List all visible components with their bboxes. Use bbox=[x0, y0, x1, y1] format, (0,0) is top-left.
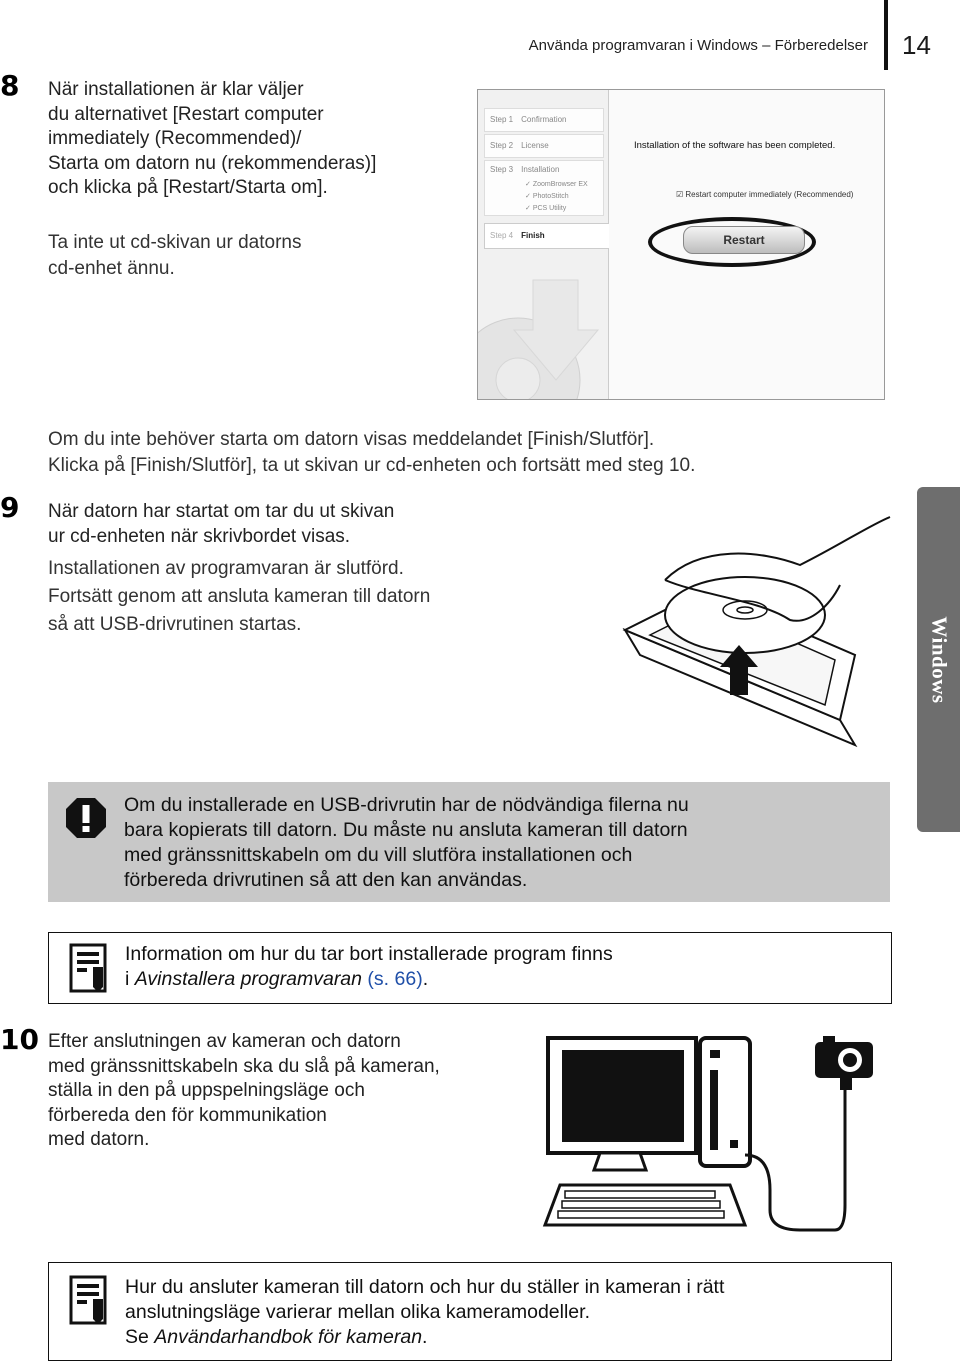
note-line: i Avinstallera programvaran (s. 66). bbox=[125, 968, 429, 990]
step9-line: ur cd-enheten när skrivbordet visas. bbox=[48, 525, 351, 547]
warning-line: med gränssnittskabeln om du vill slutföra installationen och bbox=[124, 844, 633, 866]
side-tab-windows bbox=[917, 487, 960, 832]
step10-line: förbereda den för kommunikation bbox=[48, 1104, 327, 1126]
note-text-camera bbox=[125, 1275, 724, 1350]
note-box-camera bbox=[48, 1262, 892, 1361]
step9-info-line: Fortsätt genom att ansluta kameran till datorn bbox=[48, 586, 431, 607]
step10-line: med datorn. bbox=[48, 1129, 150, 1150]
installer-step-4-active: Step 4 Finish bbox=[484, 223, 609, 249]
warning-icon bbox=[65, 797, 107, 839]
step-number-9: 9 bbox=[0, 491, 20, 524]
page-number: 14 bbox=[902, 30, 931, 60]
step9-info-line: Installationen av programvaran är slutförd. bbox=[48, 558, 404, 579]
running-header: Använda programvaran i Windows – Förberedelser bbox=[528, 37, 868, 54]
step9-info-line: så att USB-drivrutinen startas. bbox=[48, 614, 302, 635]
note-line: Hur du ansluter kameran till datorn och hur du ställer in kameran i rätt bbox=[125, 1276, 725, 1298]
step-number-8: 8 bbox=[0, 69, 20, 102]
step8-line: och klicka på [Restart/Starta om]. bbox=[48, 177, 328, 198]
step10-line: med gränssnittskabeln ska du slå på kameran, bbox=[48, 1055, 440, 1077]
step8-instructions bbox=[48, 78, 376, 201]
warning-box bbox=[48, 782, 890, 902]
note-line: anslutningsläge varierar mellan olika kameramodeller. bbox=[125, 1301, 590, 1323]
warning-text bbox=[124, 793, 864, 893]
page-link[interactable]: (s. 66) bbox=[367, 968, 423, 990]
installer-message: Installation of the software has been completed. bbox=[634, 140, 836, 151]
warning-line: bara kopierats till datorn. Du måste nu ansluta kameran till datorn bbox=[124, 819, 688, 841]
installer-screenshot bbox=[477, 89, 885, 400]
header-divider bbox=[884, 0, 888, 70]
installer-step-1: Step 1 Confirmation bbox=[484, 108, 604, 132]
note-text-uninstall bbox=[125, 942, 613, 992]
step9-info bbox=[48, 555, 430, 639]
manual-reference: Avinstallera programvaran bbox=[134, 968, 362, 990]
cd-graphic-icon bbox=[478, 270, 608, 399]
step8-after-line: Klicka på [Finish/Slutför], ta ut skivan ur cd-enheten och fortsätt med steg 10. bbox=[48, 455, 696, 476]
installer-step-panel bbox=[478, 90, 609, 399]
note-line: Se Användarhandbok för kameran. bbox=[125, 1326, 428, 1348]
step10-instructions bbox=[48, 1030, 440, 1153]
step8-note-line: Ta inte ut cd-skivan ur datorns bbox=[48, 232, 302, 253]
step-number-10: 10 bbox=[0, 1023, 39, 1056]
warning-line: Om du installerade en USB-drivrutin har de nödvändiga filerna nu bbox=[124, 794, 689, 816]
computer-camera-illustration bbox=[540, 1030, 890, 1240]
step8-after-line: Om du inte behöver starta om datorn visas meddelandet [Finish/Slutför]. bbox=[48, 429, 655, 450]
note-box-uninstall bbox=[48, 932, 892, 1004]
step8-note-line: cd-enhet ännu. bbox=[48, 258, 175, 279]
note-line: Information om hur du tar bort installerade program finns bbox=[125, 943, 613, 965]
installer-subitem: ✓ PhotoStitch bbox=[525, 193, 569, 200]
installer-restart-checkbox[interactable]: ☑ Restart computer immediately (Recommended) bbox=[676, 190, 854, 199]
step9-line: När datorn har startat om tar du ut skivan bbox=[48, 501, 395, 522]
step8-line: immediately (Recommended)/ bbox=[48, 128, 302, 149]
step8-note bbox=[48, 230, 301, 282]
side-tab-label: Windows bbox=[927, 615, 951, 704]
step9-instructions bbox=[48, 500, 394, 549]
cd-tray-illustration bbox=[610, 505, 895, 755]
step8-after-text bbox=[48, 427, 695, 479]
step8-line: Starta om datorn nu (rekommenderas)] bbox=[48, 152, 377, 174]
step8-line: du alternativet [Restart computer bbox=[48, 103, 324, 125]
installer-step-2: Step 2 License bbox=[484, 134, 604, 158]
installer-step-3: Step 3 Installation ✓ ZoomBrowser EX ✓ PhotoStitch ✓ PCS Utility bbox=[484, 160, 604, 216]
manual-reference: Användarhandbok för kameran bbox=[154, 1326, 423, 1348]
step10-line: Efter anslutningen av kameran och datorn bbox=[48, 1031, 401, 1052]
installer-subitem: ✓ ZoomBrowser EX bbox=[525, 181, 588, 188]
note-icon bbox=[69, 943, 109, 993]
installer-subitem: ✓ PCS Utility bbox=[525, 205, 567, 212]
step10-line: ställa in den på uppspelningsläge och bbox=[48, 1080, 365, 1101]
restart-button[interactable]: Restart bbox=[683, 226, 805, 254]
warning-line: förbereda drivrutinen så att den kan användas. bbox=[124, 869, 528, 891]
step8-line: När installationen är klar väljer bbox=[48, 79, 304, 100]
note-icon bbox=[69, 1275, 109, 1325]
